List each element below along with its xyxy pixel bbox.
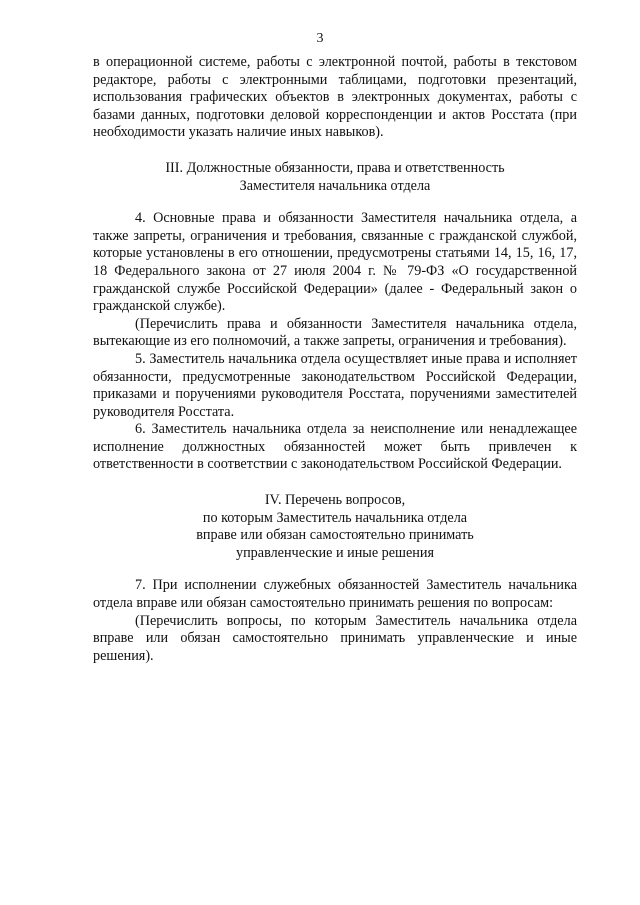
paragraph-4-note: (Перечислить права и обязанности Заместителя начальника отдела, вытекающие из его полномочий, а также запреты, ограничения и требования). xyxy=(93,315,577,350)
section-4-title-line-3: вправе или обязан самостоятельно принимать xyxy=(196,527,474,544)
paragraph-6: 6. Заместитель начальника отдела за неисполнение или ненадлежащее исполнение должностных обязанностей может быть привлечен к ответственности в соответствии с законодательством Российской Федерации. xyxy=(93,421,577,473)
section-4-heading xyxy=(93,492,577,562)
document-body xyxy=(93,54,577,665)
paragraph-4: 4. Основные права и обязанности Заместителя начальника отдела, а также запреты, ограничения и требования, связанные с гражданской службой, которые установлены в его отношении, предусмотрены статьями 14, 15, 16, 17, 18 Федерального закона от 27 июля 2004 г. № 79-ФЗ «О государственной гражданской службе Российской Федерации» (далее - Федеральный закон о гражданской службе). xyxy=(93,210,577,315)
section-4-title-line-1: IV. Перечень вопросов, xyxy=(264,492,406,509)
section-4-title-line-2: по которым Заместитель начальника отдела xyxy=(202,509,468,526)
section-3-heading xyxy=(93,160,577,195)
paragraph-7-note: (Перечислить вопросы, по которым Заместитель начальника отдела вправе или обязан самостоятельно принимать управленческие и иные решения). xyxy=(93,612,577,664)
section-3-title-line-1: III. Должностные обязанности, права и ответственность xyxy=(165,159,505,176)
section-3-title-line-2: Заместителя начальника отдела xyxy=(239,177,431,194)
paragraph-5: 5. Заместитель начальника отдела осуществляет иные права и исполняет обязанности, предусмотренные законодательством Российской Федерации, приказами и поручениями руководителя Росстата, поручениями заместителей руководителя Росстата. xyxy=(93,350,577,420)
continuation-paragraph: в операционной системе, работы с электронной почтой, работы в текстовом редакторе, работы с электронными таблицами, подготовки презентаций, использования графических объектов в электронных документах, работы с базами данных, подготовки деловой корреспонденции и актов Росстата (при необходимости указать наличие иных навыков). xyxy=(93,54,577,141)
section-4-title-line-4: управленческие и иные решения xyxy=(236,544,434,561)
page-number: 3 xyxy=(316,31,324,46)
paragraph-7: 7. При исполнении служебных обязанностей Заместитель начальника отдела вправе или обязан самостоятельно принимать решения по вопросам: xyxy=(93,577,577,612)
